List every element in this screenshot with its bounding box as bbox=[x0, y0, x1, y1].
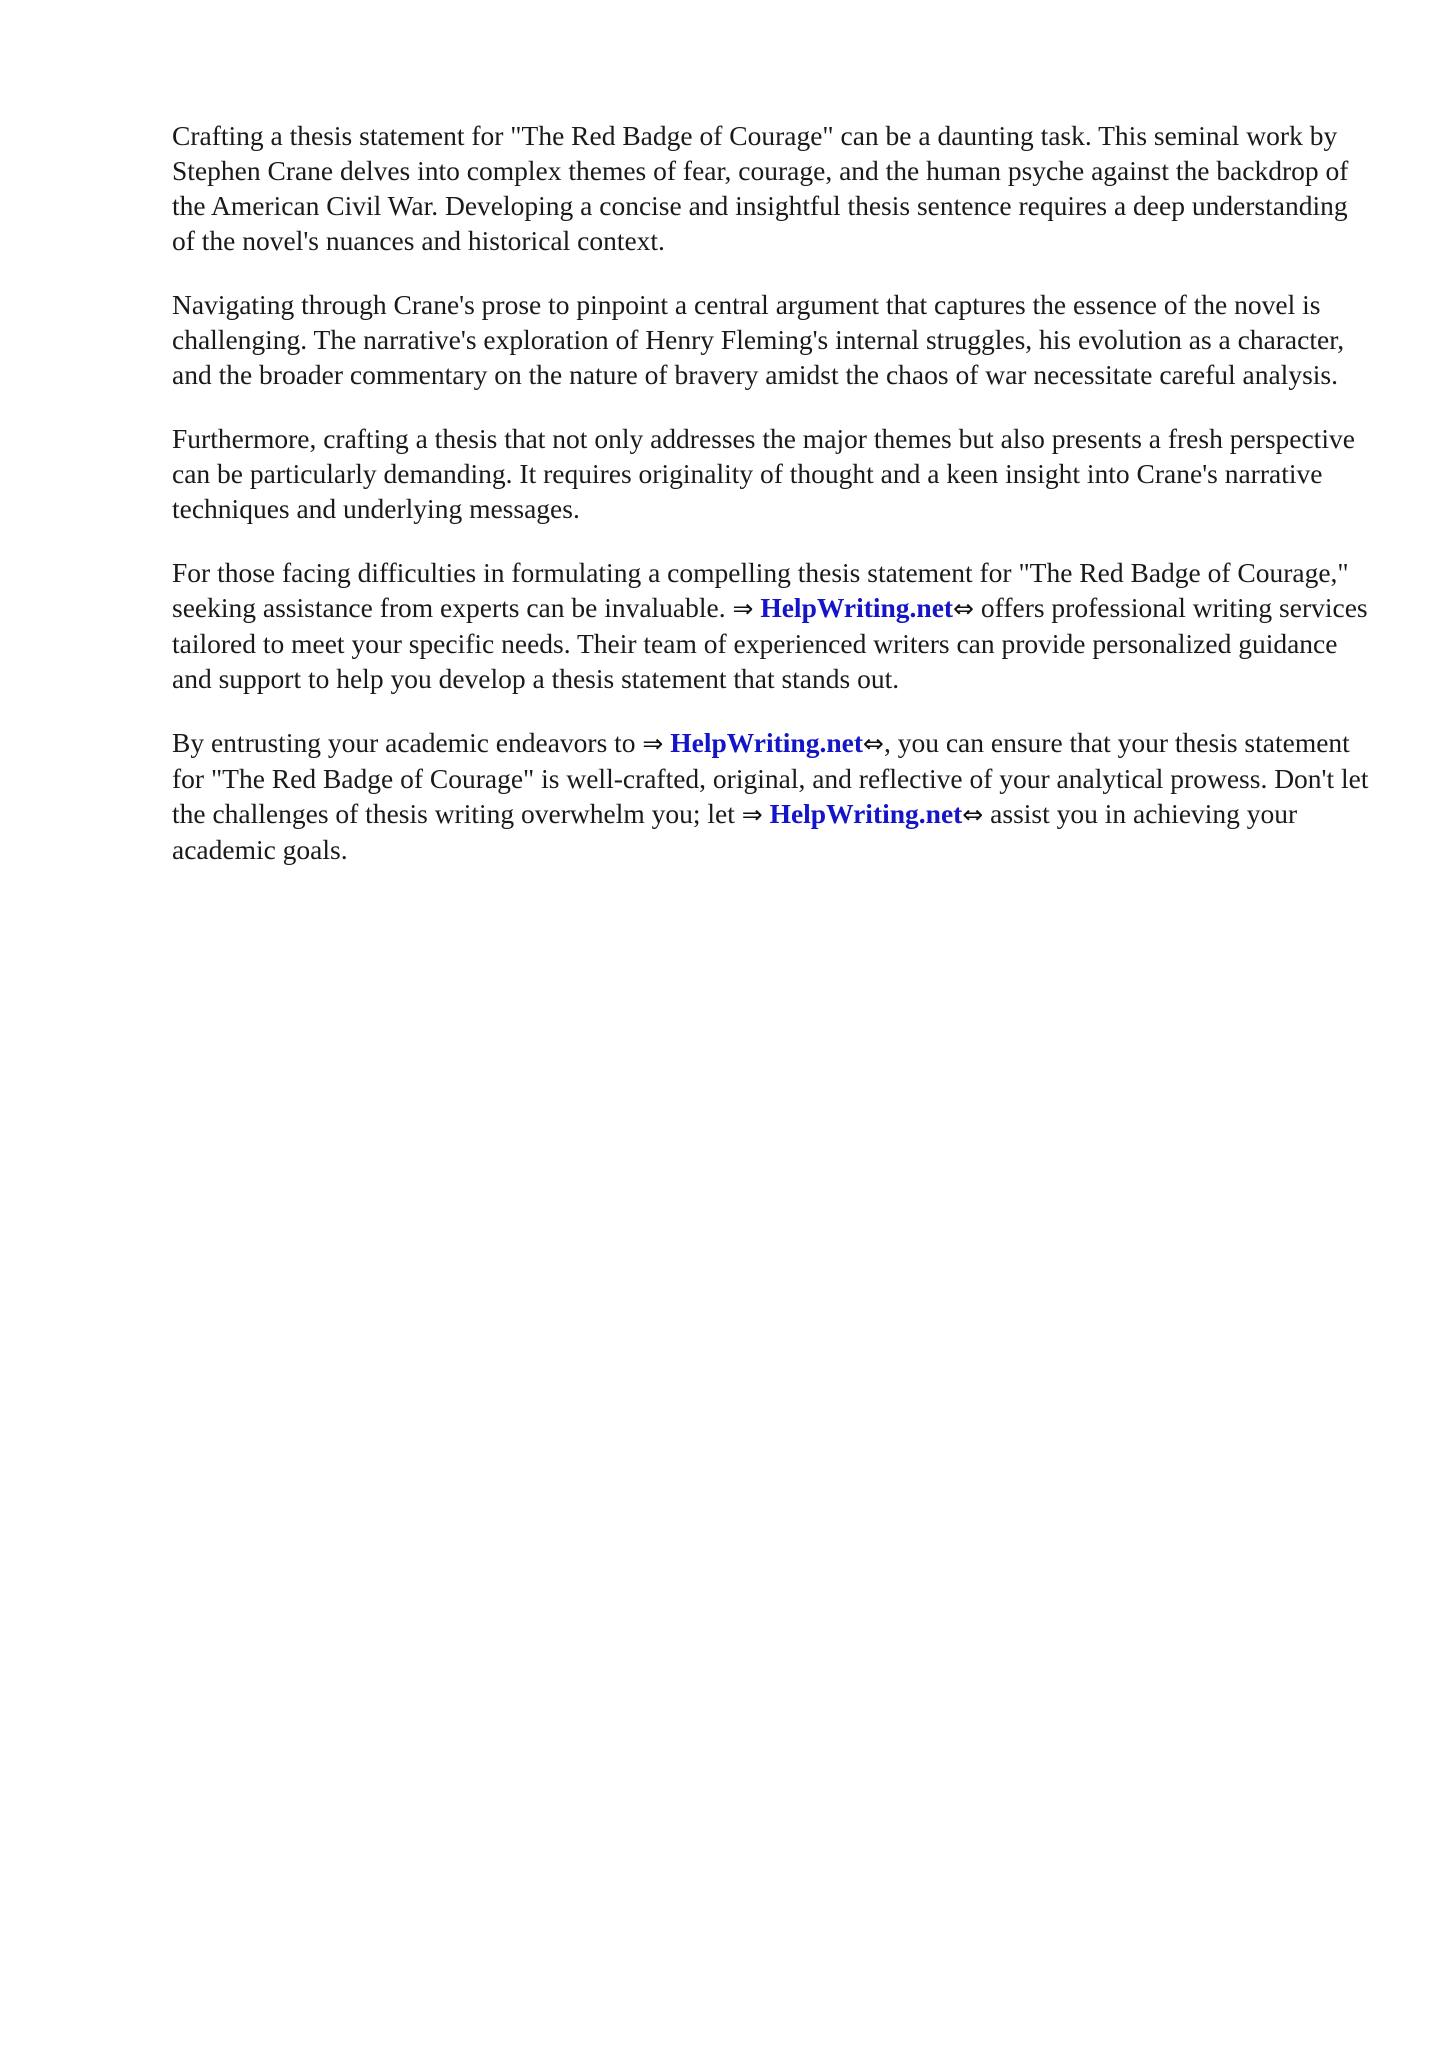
paragraph-intro: Crafting a thesis statement for "The Red Badge of Courage" can be a daunting task. This seminal work by Stephen Crane delves into complex themes of fear, courage, and the human psyche against the backdrop of the American Civil War. Developing a concise and insightful thesis sentence requires a deep understanding of the novel's nuances and historical context. bbox=[172, 120, 1349, 256]
paragraph-entrusting-text-before: By entrusting your academic endeavors to bbox=[172, 727, 643, 758]
helpwriting-link[interactable]: HelpWriting.net bbox=[769, 798, 963, 829]
double-left-right-arrow-icon: ⇔ bbox=[962, 800, 984, 829]
paragraph-entrusting-text-middle: , you can ensure that your thesis statement for "The Red Badge of Courage" is well-crafted, original, and reflective of your analytical prowess. Don't let the challenges of thesis writing overwhelm you; let bbox=[172, 727, 1369, 829]
double-left-right-arrow-icon: ⇔ bbox=[863, 729, 884, 758]
double-right-arrow-icon: ⇒ bbox=[732, 594, 754, 623]
paragraph-assistance-text-before: For those facing difficulties in formulating a compelling thesis statement for "The Red Badge of Courage," seeking assistance from experts can be invaluable. bbox=[172, 557, 1349, 623]
paragraph-assistance bbox=[172, 555, 1372, 696]
double-left-right-arrow-icon: ⇔ bbox=[953, 594, 975, 623]
paragraph-furthermore: Furthermore, crafting a thesis that not only addresses the major themes but also presents a fresh perspective can be particularly demanding. It requires originality of thought and a keen insight into Crane's narrative techniques and underlying messages. bbox=[172, 423, 1355, 524]
helpwriting-link[interactable]: HelpWriting.net bbox=[670, 727, 864, 758]
double-right-arrow-icon: ⇒ bbox=[642, 729, 664, 758]
paragraph-navigating: Navigating through Crane's prose to pinpoint a central argument that captures the essence of the novel is challenging. The narrative's exploration of Henry Fleming's internal struggles, his evolution as a character, and the broader commentary on the nature of bravery amidst the chaos of war necessitate careful analysis. bbox=[172, 289, 1345, 390]
paragraph-entrusting-text-after: assist you in achieving your academic goals. bbox=[172, 798, 1298, 865]
document-body bbox=[172, 118, 1372, 896]
paragraph-entrusting bbox=[172, 725, 1372, 867]
helpwriting-link[interactable]: HelpWriting.net bbox=[760, 592, 954, 623]
paragraph-assistance-text-after: offers professional writing services tailored to meet your specific needs. Their team of experienced writers can provide personalized guidance and support to help you develop a thesis statement that stands out. bbox=[172, 592, 1368, 694]
double-right-arrow-icon: ⇒ bbox=[741, 800, 763, 829]
